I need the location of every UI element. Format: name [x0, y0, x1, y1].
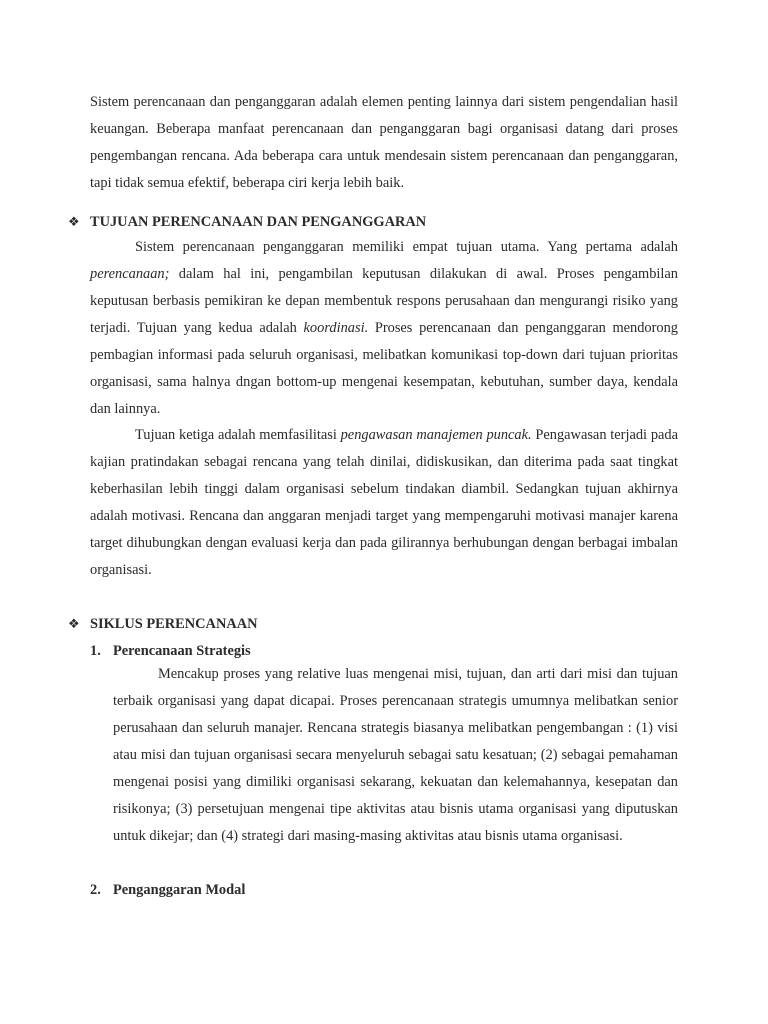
emphasis-perencanaan: perencanaan; [90, 266, 170, 282]
emphasis-koordinasi: koordinasi. [303, 320, 369, 336]
tujuan-paragraph-1 [90, 234, 678, 423]
list-number: 1. [90, 643, 101, 659]
subheading-perencanaan-strategis [90, 641, 251, 661]
perencanaan-strategis-paragraph [113, 661, 678, 850]
diamond-bullet-icon: ❖ [68, 215, 80, 230]
paragraph-text: Proses perencanaan dan penganggaran mendorong pembagian informasi pada seluruh organisasi, melibatkan komunikasi top-down dari tujuan prioritas organisasi, sama halnya dngan bottom-up mengenai kesempatan, kebutuhan, sumber daya, kendala dan lainnya. [90, 320, 678, 417]
section-title: TUJUAN PERENCANAAN DAN PENGANGGARAN [90, 214, 427, 230]
list-number: 2. [90, 882, 101, 898]
intro-text: Sistem perencanaan dan penganggaran adalah elemen penting lainnya dari sistem pengendalian hasil keuangan. Beberapa manfaat perencanaan dan penganggaran bagi organisasi datang dari proses pengembangan rencana. Ada beberapa cara untuk mendesain sistem perencanaan dan penganggaran, tapi tidak semua efektif, beberapa ciri kerja lebih baik. [90, 94, 678, 191]
subheading-title: Perencanaan Strategis [113, 643, 251, 659]
paragraph-text: dalam hal ini, pengambilan keputusan dilakukan di awal. Proses pengambilan keputusan berbasis pemikiran ke depan membentuk respons perusahaan dan mengurangi risiko yang terjadi. Tujuan yang kedua adalah [90, 266, 678, 336]
paragraph-text: Pengawasan terjadi pada kajian pratindakan sebagai rencana yang telah dinilai, didiskusikan, dan diterima pada saat tingkat keberhasilan lebih tinggi dalam organisasi sebelum tindakan diambil. Sedangkan tujuan akhirnya adalah motivasi. Rencana dan anggaran menjadi target yang mempengaruhi motivasi manajer karena target dihubungkan dengan evaluasi kerja dan pada gilirannya berhubungan dengan berbagai imbalan organisasi. [90, 427, 678, 578]
paragraph-text: Tujuan ketiga adalah memfasilitasi [135, 427, 341, 443]
subheading-penganggaran-modal [90, 880, 245, 900]
section-title: SIKLUS PERENCANAAN [90, 616, 258, 632]
paragraph-text: Sistem perencanaan penganggaran memiliki empat tujuan utama. Yang pertama adalah [135, 239, 678, 255]
emphasis-pengawasan: pengawasan manajemen puncak. [340, 427, 532, 443]
intro-paragraph [90, 89, 678, 197]
section-heading-siklus [68, 614, 258, 635]
diamond-bullet-icon: ❖ [68, 617, 80, 632]
paragraph-text: Mencakup proses yang relative luas mengenai misi, tujuan, dan arti dari misi dan tujuan terbaik organisasi yang dapat dicapai. Proses perencanaan strategis umumnya melibatkan senior perusahaan dan seluruh manajer. Rencana strategis biasanya melibatkan pengembangan : (1) visi atau misi dan tujuan organisasi secara menyeluruh sebagai satu kesatuan; (2) sebagai pemahaman mengenai posisi yang dimiliki organisasi sekarang, kekuatan dan kelemahannya, kesepatan dan risikonya; (3) persetujuan mengenai tipe aktivitas atau bisnis utama organisasi yang diputuskan untuk dikejar; dan (4) strategi dari masing-masing aktivitas atau bisnis utama organisasi. [113, 666, 678, 844]
section-heading-tujuan [68, 212, 426, 233]
tujuan-paragraph-2 [90, 422, 678, 584]
subheading-title: Penganggaran Modal [113, 882, 246, 898]
